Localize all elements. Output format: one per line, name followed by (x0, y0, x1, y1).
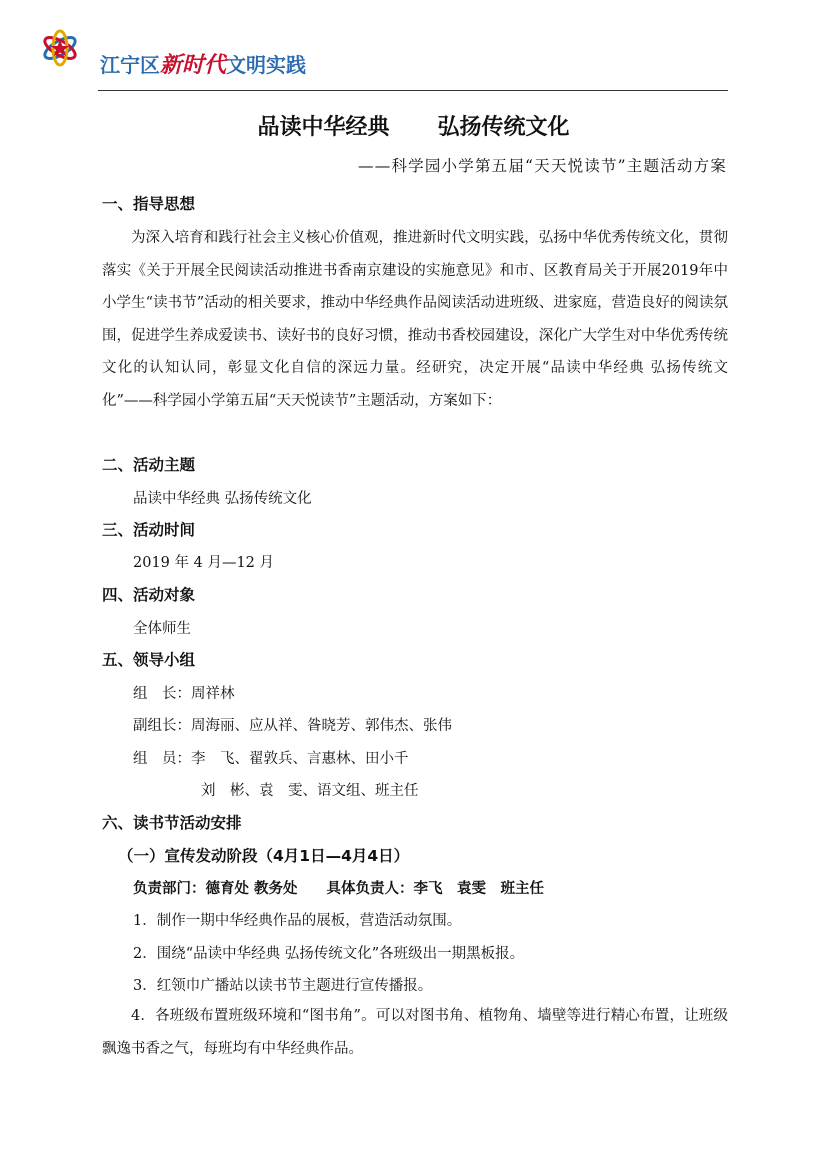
section-heading-5: 五、领导小组 (102, 651, 196, 669)
header-divider (98, 90, 728, 91)
section-heading-6: 六、读书节活动安排 (102, 814, 242, 832)
logo-civilization: 文明实践 (226, 53, 307, 77)
logo-text (100, 48, 306, 79)
logo-new-era: 新时代 (160, 53, 227, 78)
phase-1-heading: （一）宣传发动阶段（4月1日—4月4日） (118, 847, 410, 865)
logo-district: 江宁区 (100, 53, 160, 77)
page-title (0, 110, 827, 141)
section-heading-4: 四、活动对象 (102, 586, 196, 604)
list-item: 3．红领巾广播站以读书节主题进行宣传播报。 (133, 978, 433, 994)
section-body-1: 为深入培育和践行社会主义核心价值观，推进新时代文明实践，弘扬中华优秀传统文化，贯彻落实《关于开展全民阅读活动推进书香南京建设的实施意见》和市、区教育局关于开展2019年中小学生“读书节”活动的相关要求，推动中华经典作品阅读活动进班级、进家庭，营造良好的阅读氛围，促进学生养成爱读书、读好书的良好习惯，推动书香校园建设，深化广大学生对中华优秀传统文化的认知认同，彰显文化自信的深远力量。经研究，决定开展“品读中华经典 弘扬传统文化”——科学园小学第五届“天天悦读节”主题活动，方案如下： (102, 230, 728, 409)
section-body-3: 2019 年 4 月—12 月 (133, 555, 275, 571)
page-subtitle: ——科学园小学第五届“天天悦读节”主题活动方案 (358, 157, 727, 175)
logo (38, 22, 338, 78)
list-item: 1．制作一期中华经典作品的展板，营造活动氛围。 (133, 913, 462, 929)
section-body-2: 品读中华经典 弘扬传统文化 (133, 491, 312, 507)
section-heading-3: 三、活动时间 (102, 521, 196, 539)
title-part-1: 品读中华经典 (257, 115, 390, 140)
phase-1-responsible: 负责部门：德育处 教务处 具体负责人：李飞 袁雯 班主任 (133, 881, 545, 897)
list-item: 4．各班级布置班级环境和“图书角”。可以对图书角、植物角、墙壁等进行精心布置，让班级飘逸书香之气，每班均有中华经典作品。 (102, 1008, 728, 1057)
members-line-2: 刘 彬、袁 雯、语文组、班主任 (201, 783, 419, 799)
section-body-4: 全体师生 (133, 621, 191, 637)
section-heading-2: 二、活动主题 (102, 456, 196, 474)
section-heading-1: 一、指导思想 (102, 195, 196, 213)
title-part-2: 弘扬传统文化 (437, 115, 570, 140)
vice-leader-line: 副组长：周海丽、应从祥、昝晓芳、郭伟杰、张伟 (133, 718, 452, 734)
star-logo-icon (38, 22, 90, 74)
list-item: 2．围绕“品读中华经典 弘扬传统文化”各班级出一期黑板报。 (133, 946, 525, 962)
members-line-1: 组 员：李 飞、翟敦兵、言惠林、田小千 (133, 751, 409, 767)
leader-line: 组 长：周祥林 (133, 686, 235, 702)
